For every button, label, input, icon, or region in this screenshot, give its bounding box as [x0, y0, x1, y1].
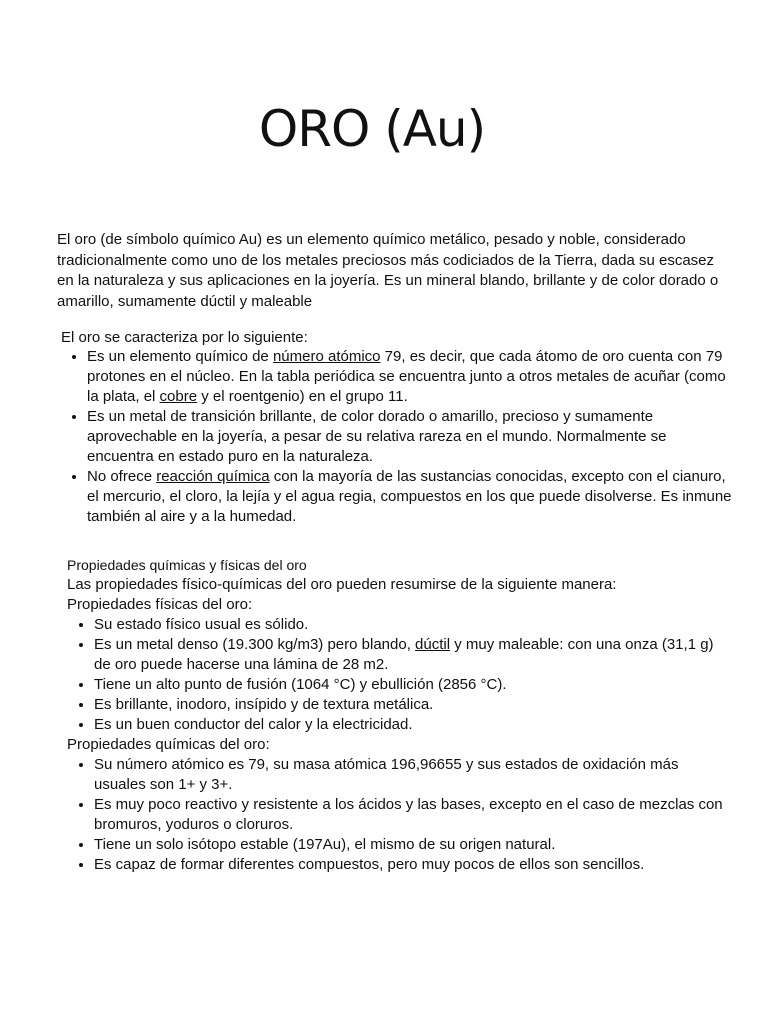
- chemical-properties-heading: Propiedades químicas del oro:: [67, 736, 270, 753]
- properties-heading: Propiedades químicas y físicas del oro: [67, 557, 307, 573]
- list-item: • No ofrece reacción química con la mayoría de las sustancias conocidas, excepto con el cianuro, el mercurio, el cloro, la lejía y el agua regia, compuestos en los que puede disolverse. Es inmune también al aire y a la humedad.: [87, 467, 737, 527]
- list-item: • Su número atómico es 79, su masa atómica 196,96655 y sus estados de oxidación más usuales son 1+ y 3+.: [94, 755, 727, 795]
- chemical-properties-list: [67, 755, 727, 875]
- intro-paragraph: El oro (de símbolo químico Au) es un elemento químico metálico, pesado y noble, considerado tradicionalmente como uno de los metales preciosos más codiciados de la Tierra, dada su escasez en la naturaleza y sus aplicaciones en la joyería. Es un mineral blando, brillante y de color dorado o amarillo, sumamente dúctil y maleable: [57, 231, 719, 310]
- link-ductil[interactable]: dúctil: [415, 636, 451, 653]
- list-item: • Es un metal de transición brillante, de color dorado o amarillo, precioso y sumamente aprovechable en la joyería, a pesar de su relativa rareza en el mundo. Normalmente se encuentra en estado puro en la naturaleza.: [87, 407, 737, 467]
- link-reaccion-quimica[interactable]: reacción química: [156, 468, 270, 485]
- list-item: • Tiene un alto punto de fusión (1064 °C) y ebullición (2856 °C).: [94, 675, 727, 695]
- link-numero-atomico[interactable]: número atómico: [272, 348, 381, 365]
- list-item: • Es un metal denso (19.300 kg/m3) pero blando, dúctil y muy maleable: con una onza (31,1 g) de oro puede hacerse una lámina de 28 m2.: [94, 635, 727, 675]
- physical-properties-list: [67, 615, 727, 735]
- page-title: ORO (Au): [258, 100, 486, 158]
- properties-section: [67, 555, 727, 875]
- list-item: • Es un elemento químico de número atómico 79, es decir, que cada átomo de oro cuenta con 79 protones en el núcleo. En la tabla periódica se encuentra junto a otros metales de acuñar (como la plata, el cobre y el roentgenio) en el grupo 11.: [87, 347, 737, 407]
- properties-summary: Las propiedades físico-químicas del oro pueden resumirse de la siguiente manera:: [67, 576, 617, 593]
- link-cobre[interactable]: cobre: [159, 388, 198, 405]
- characteristics-list: [64, 347, 737, 527]
- physical-properties-heading: Propiedades físicas del oro:: [67, 596, 253, 613]
- list-item: • Su estado físico usual es sólido.: [94, 615, 727, 635]
- list-item: • Es capaz de formar diferentes compuestos, pero muy pocos de ellos son sencillos.: [94, 855, 727, 875]
- characteristics-lead: El oro se caracteriza por lo siguiente:: [61, 329, 308, 346]
- list-item: • Es brillante, inodoro, insípido y de textura metálica.: [94, 695, 727, 715]
- list-item: • Es muy poco reactivo y resistente a los ácidos y las bases, excepto en el caso de mezclas con bromuros, yoduros o cloruros.: [94, 795, 727, 835]
- list-item: • Tiene un solo isótopo estable (197Au), el mismo de su origen natural.: [94, 835, 727, 855]
- list-item: • Es un buen conductor del calor y la electricidad.: [94, 715, 727, 735]
